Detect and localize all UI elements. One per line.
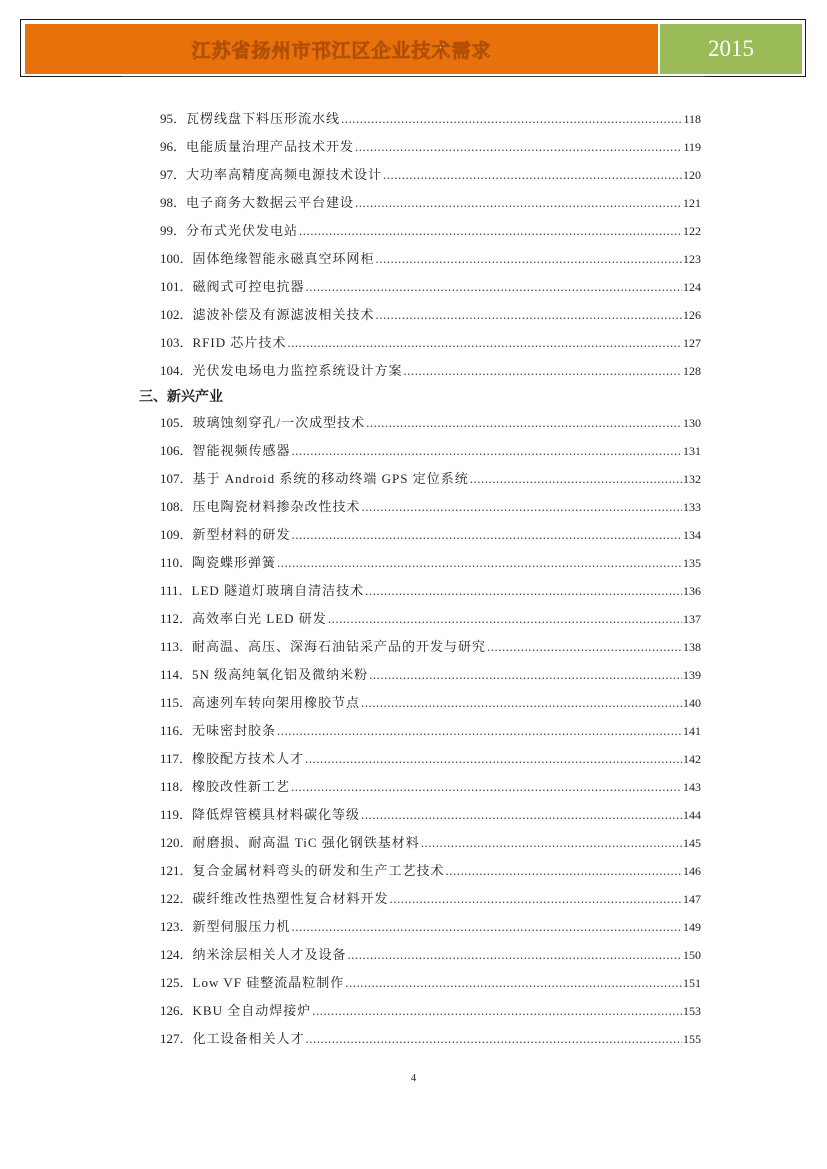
toc-entry-title: 玻璃蚀刻穿孔/一次成型技术 xyxy=(192,415,366,430)
toc-entry-page: 155 xyxy=(683,1032,701,1046)
toc-entry-title: 压电陶瓷材料掺杂改性技术 xyxy=(192,499,361,514)
toc-leader-dots xyxy=(292,443,682,459)
toc-entry-title: 电子商务大数据云平台建设 xyxy=(186,195,355,210)
toc-entry-page: 127 xyxy=(683,336,701,350)
toc-entry[interactable] xyxy=(160,524,701,546)
toc-entry-page: 126 xyxy=(683,308,701,322)
toc-entry-title: RFID 芯片技术 xyxy=(192,335,287,350)
toc-entry[interactable] xyxy=(160,636,701,658)
toc-entry-number: 95． xyxy=(160,111,187,126)
toc-entry-title: 降低焊管模具材料碳化等级 xyxy=(192,807,361,822)
toc-entry-title: 新型伺服压力机 xyxy=(192,919,291,934)
toc-entry-page: 143 xyxy=(683,780,701,794)
toc-entry-title: 复合金属材料弯头的研发和生产工艺技术 xyxy=(192,863,445,878)
toc-leader-dots xyxy=(376,251,682,267)
toc-leader-dots xyxy=(365,583,682,599)
toc-entry-number: 125． xyxy=(160,975,193,990)
toc-entry[interactable] xyxy=(160,832,701,854)
toc-entry-title: 陶瓷蝶形弹簧 xyxy=(192,555,277,570)
toc-entry[interactable] xyxy=(160,412,701,434)
toc-entry[interactable] xyxy=(160,164,701,186)
toc-entry-page: 139 xyxy=(683,668,701,682)
toc-entry[interactable] xyxy=(160,944,701,966)
toc-entry-title: 固体绝缘智能永磁真空环网柜 xyxy=(192,251,375,266)
toc-entry-number: 127． xyxy=(160,1031,193,1046)
toc-entry-number: 118． xyxy=(160,779,193,794)
toc-leader-dots xyxy=(361,807,682,823)
toc-entry-page: 150 xyxy=(683,948,701,962)
toc-entry-title: 碳纤维改性热塑性复合材料开发 xyxy=(192,891,389,906)
toc-entry-page: 123 xyxy=(683,252,701,266)
toc-entry-number: 108． xyxy=(160,499,193,514)
toc-entry[interactable] xyxy=(160,192,701,214)
toc-entry-number: 103． xyxy=(160,335,193,350)
toc-entry-page: 136 xyxy=(683,584,701,598)
toc-leader-dots xyxy=(292,919,682,935)
toc-entry-number: 115． xyxy=(160,695,193,710)
toc-entry-page: 146 xyxy=(683,864,701,878)
toc-entry-number: 113． xyxy=(160,639,193,654)
toc-entry-number: 123． xyxy=(160,919,193,934)
toc-entry-number: 126． xyxy=(160,1003,193,1018)
toc-entry-title: 高效率白光 LED 研发 xyxy=(192,611,327,626)
toc-entry[interactable] xyxy=(160,440,701,462)
toc-entry-page: 142 xyxy=(683,752,701,766)
toc-leader-dots xyxy=(376,307,682,323)
document-title: 江苏省扬州市邗江区企业技术需求 xyxy=(191,39,492,62)
toc-entry-number: 102． xyxy=(160,307,193,322)
header-title-banner xyxy=(25,24,658,74)
toc-entry[interactable] xyxy=(160,248,701,270)
toc-entry-title: 耐磨损、耐高温 TiC 强化钢铁基材料 xyxy=(192,835,420,850)
toc-entry[interactable] xyxy=(160,720,701,742)
toc-entry[interactable] xyxy=(160,552,701,574)
toc-entry-page: 149 xyxy=(683,920,701,934)
toc-leader-dots xyxy=(305,751,682,767)
toc-entry-number: 112． xyxy=(160,611,193,626)
toc-entry-number: 99． xyxy=(160,223,187,238)
toc-entry-title: 磁阀式可控电抗器 xyxy=(192,279,305,294)
toc-entry-title: 新型材料的研发 xyxy=(192,527,291,542)
toc-entry-title: 耐高温、高压、深海石油钻采产品的开发与研究 xyxy=(192,639,487,654)
toc-entry[interactable] xyxy=(160,468,701,490)
toc-leader-dots xyxy=(299,223,682,239)
toc-entry[interactable] xyxy=(160,972,701,994)
toc-entry[interactable] xyxy=(160,108,701,130)
toc-leader-dots xyxy=(487,639,682,655)
toc-leader-dots xyxy=(277,723,682,739)
toc-leader-dots xyxy=(470,471,682,487)
toc-entry-number: 109． xyxy=(160,527,193,542)
toc-entry-page: 132 xyxy=(683,472,701,486)
toc-entry-page: 134 xyxy=(683,528,701,542)
toc-entry[interactable] xyxy=(160,304,701,326)
toc-entry-number: 122． xyxy=(160,891,193,906)
toc-entry-page: 131 xyxy=(683,444,701,458)
toc-entry-number: 119． xyxy=(160,807,193,822)
toc-entry-page: 144 xyxy=(683,808,701,822)
toc-entry-page: 141 xyxy=(683,724,701,738)
toc-entry-number: 111． xyxy=(160,583,192,598)
toc-entry-number: 107． xyxy=(160,471,193,486)
toc-entry[interactable] xyxy=(160,608,701,630)
toc-entry[interactable] xyxy=(160,276,701,298)
toc-entry-page: 151 xyxy=(683,976,701,990)
toc-leader-dots xyxy=(341,111,682,127)
toc-entry-title: 滤波补偿及有源滤波相关技术 xyxy=(192,307,375,322)
toc-leader-dots xyxy=(277,555,682,571)
toc-entry[interactable] xyxy=(160,360,701,382)
toc-entry-page: 147 xyxy=(683,892,701,906)
toc-entry-title: 5N 级高纯氧化铝及微纳米粉 xyxy=(192,667,369,682)
toc-entry[interactable] xyxy=(160,1028,701,1050)
toc-entry-title: 纳米涂层相关人才及设备 xyxy=(192,947,347,962)
toc-entry-title: 橡胶配方技术人才 xyxy=(192,751,305,766)
toc-entry-page: 140 xyxy=(683,696,701,710)
toc-leader-dots xyxy=(421,835,682,851)
toc-entry[interactable] xyxy=(160,220,701,242)
toc-leader-dots xyxy=(287,335,682,351)
toc-entry-page: 120 xyxy=(683,168,701,182)
toc-leader-dots xyxy=(292,527,682,543)
toc-entry-number: 98． xyxy=(160,195,187,210)
toc-entry[interactable] xyxy=(160,916,701,938)
toc-entry-title: 高速列车转向架用橡胶节点 xyxy=(192,695,361,710)
toc-entry-number: 116． xyxy=(160,723,193,738)
toc-entry[interactable] xyxy=(160,1000,701,1022)
toc-leader-dots xyxy=(362,499,682,515)
toc-entry-number: 97． xyxy=(160,167,187,182)
toc-entry-page: 135 xyxy=(683,556,701,570)
toc-entry-number: 101． xyxy=(160,279,193,294)
toc-entry-title: 分布式光伏发电站 xyxy=(186,223,299,238)
toc-entry-title: 电能质量治理产品技术开发 xyxy=(186,139,355,154)
toc-leader-dots xyxy=(306,1031,682,1047)
toc-entry[interactable] xyxy=(160,804,701,826)
toc-entry-page: 153 xyxy=(683,1004,701,1018)
toc-leader-dots xyxy=(369,667,682,683)
header-year-banner xyxy=(660,24,802,74)
toc-entry[interactable] xyxy=(160,860,701,882)
toc-entry[interactable] xyxy=(160,580,701,602)
toc-entry-title: 智能视频传感器 xyxy=(192,443,291,458)
toc-entry[interactable] xyxy=(160,332,701,354)
toc-entry[interactable] xyxy=(160,776,701,798)
toc-entry-page: 138 xyxy=(683,640,701,654)
toc-entry-number: 121． xyxy=(160,863,193,878)
toc-entry-page: 137 xyxy=(683,612,701,626)
toc-entry-page: 130 xyxy=(683,416,701,430)
toc-entry[interactable] xyxy=(160,136,701,158)
header-underline xyxy=(122,76,705,77)
toc-entry-page: 122 xyxy=(683,224,701,238)
toc-entry-number: 105． xyxy=(160,415,193,430)
toc-entry-page: 118 xyxy=(683,112,701,126)
toc-entry-number: 106． xyxy=(160,443,193,458)
toc-leader-dots xyxy=(355,139,682,155)
toc-entry-number: 104． xyxy=(160,363,193,378)
toc-leader-dots xyxy=(345,975,682,991)
document-year: 2015 xyxy=(708,36,754,61)
toc-entry-title: 化工设备相关人才 xyxy=(192,1031,305,1046)
toc-entry-page: 121 xyxy=(683,196,701,210)
toc-entry-number: 120． xyxy=(160,835,193,850)
toc-entry-number: 96． xyxy=(160,139,187,154)
toc-entry-title: 基于 Android 系统的移动终端 GPS 定位系统 xyxy=(192,471,469,486)
toc-leader-dots xyxy=(291,779,682,795)
toc-leader-dots xyxy=(390,891,682,907)
toc-entry-number: 117． xyxy=(160,751,193,766)
toc-entry-page: 128 xyxy=(683,364,701,378)
toc-leader-dots xyxy=(383,167,682,183)
section-heading[interactable]: 三、新兴产业 xyxy=(139,389,223,405)
toc-entry[interactable] xyxy=(160,748,701,770)
toc-entry-title: 光伏发电场电力监控系统设计方案 xyxy=(192,363,403,378)
toc-leader-dots xyxy=(355,195,682,211)
toc-entry[interactable] xyxy=(160,664,701,686)
toc-entry-title: 瓦楞线盘下料压形流水线 xyxy=(186,111,341,126)
toc-entry-page: 124 xyxy=(683,280,701,294)
toc-leader-dots xyxy=(404,363,682,379)
toc-entry-title: KBU 全自动焊接炉 xyxy=(192,1003,312,1018)
toc-leader-dots xyxy=(328,611,682,627)
toc-leader-dots xyxy=(446,863,682,879)
toc-entry[interactable] xyxy=(160,496,701,518)
toc-entry-title: LED 隧道灯玻璃自清洁技术 xyxy=(191,583,365,598)
toc-entry[interactable] xyxy=(160,692,701,714)
toc-leader-dots xyxy=(366,415,682,431)
toc-entry-page: 145 xyxy=(683,836,701,850)
toc-leader-dots xyxy=(306,279,682,295)
toc-leader-dots xyxy=(312,1003,682,1019)
toc-entry-page: 133 xyxy=(683,500,701,514)
toc-leader-dots xyxy=(361,695,682,711)
toc-entry-page: 119 xyxy=(683,140,701,154)
toc-entry-title: 大功率高精度高频电源技术设计 xyxy=(186,167,383,182)
toc-entry-title: Low VF 硅整流晶粒制作 xyxy=(192,975,345,990)
toc-entry-title: 无味密封胶条 xyxy=(192,723,277,738)
toc-entry-title: 橡胶改性新工艺 xyxy=(192,779,291,794)
toc-leader-dots xyxy=(348,947,682,963)
toc-entry-number: 124． xyxy=(160,947,193,962)
toc-entry-number: 110． xyxy=(160,555,193,570)
toc-entry[interactable] xyxy=(160,888,701,910)
toc-entry-number: 100． xyxy=(160,251,193,266)
toc-entry-number: 114． xyxy=(160,667,193,682)
page-number: 4 xyxy=(410,1072,417,1084)
